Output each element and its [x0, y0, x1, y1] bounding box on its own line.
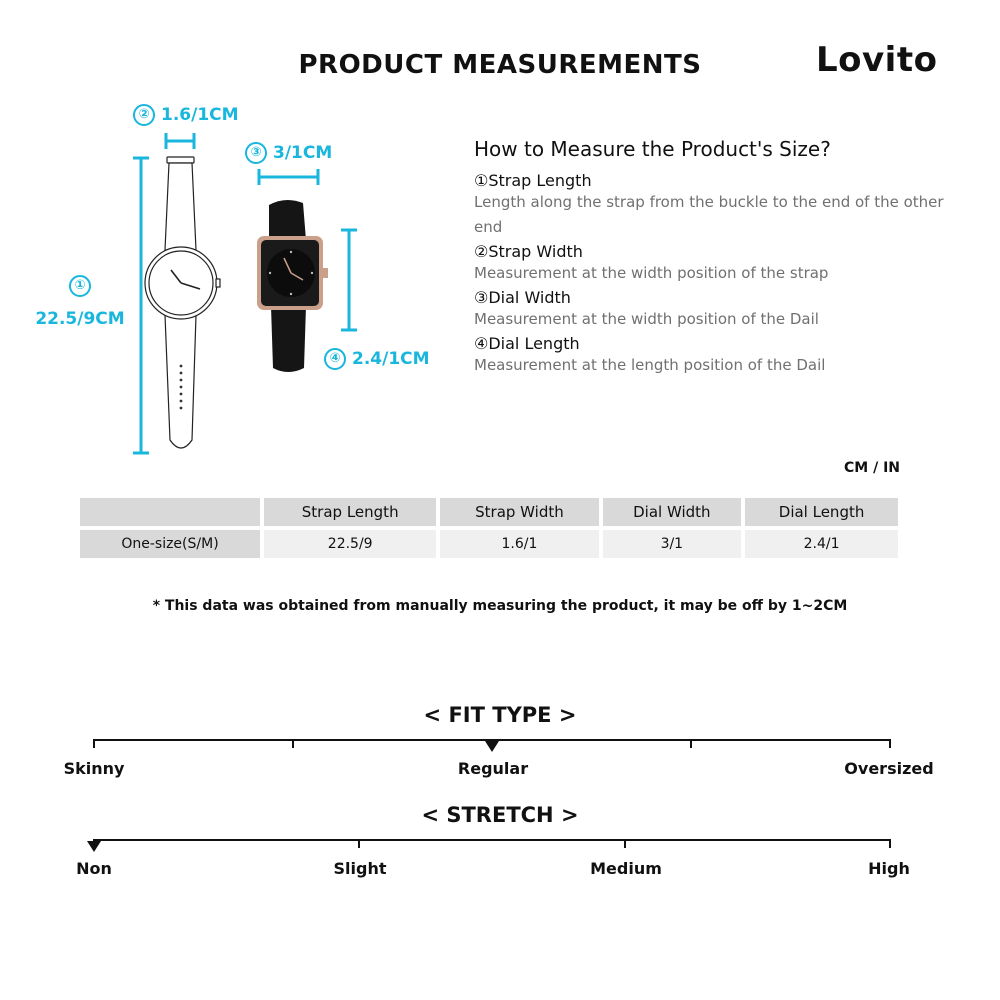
scale-tick [889, 839, 891, 848]
scale-tick [93, 739, 95, 748]
table-cell: 2.4/1 [745, 530, 898, 558]
watch-diagram [0, 0, 470, 470]
dial-length-label: ④ 2.4/1CM [324, 348, 430, 370]
strap-length-label: ① 22.5/9CM [30, 275, 130, 329]
stretch-title: < STRETCH > [421, 803, 579, 827]
black-watch-icon [257, 200, 328, 372]
unit-label: CM / IN [844, 460, 900, 476]
stretch-label-high: High [868, 859, 910, 878]
fit-label-regular: Regular [457, 759, 529, 778]
how-to-title: How to Measure the Product's Size? [474, 137, 831, 161]
strap-width-label: ② 1.6/1CM [133, 104, 239, 126]
table-cell: 1.6/1 [440, 530, 598, 558]
stretch-scale [93, 839, 891, 841]
howto-item: ②Strap Width Measurement at the width position of the strap [474, 242, 829, 282]
fit-pointer-icon [485, 741, 499, 752]
stretch-label-non: Non [76, 859, 112, 878]
fit-type-title: < FIT TYPE > [423, 703, 577, 727]
fit-label-skinny: Skinny [63, 759, 125, 778]
how-to-measure [474, 137, 954, 378]
table-row [80, 530, 898, 558]
table-cell: 3/1 [603, 530, 742, 558]
scale-tick [624, 839, 626, 848]
table-header-cell: Dial Width [603, 498, 742, 526]
dial-width-label: ③ 3/1CM [245, 142, 332, 164]
stretch-label-slight: Slight [333, 859, 387, 878]
size-table [76, 494, 902, 562]
outline-watch-icon [145, 157, 220, 448]
table-cell: 22.5/9 [264, 530, 436, 558]
brand-logo: Lovito [816, 40, 938, 80]
stretch-label-medium: Medium [590, 859, 662, 878]
howto-item: ①Strap Length Length along the strap from the buckle to the end of the other end [474, 171, 944, 236]
table-cell: One-size(S/M) [80, 530, 260, 558]
table-header-row [80, 498, 898, 526]
scale-tick [889, 739, 891, 748]
measurement-note: * This data was obtained from manually measuring the product, it may be off by 1~2CM [152, 598, 848, 614]
stretch-pointer-icon [87, 841, 101, 852]
table-header-cell: Strap Width [440, 498, 598, 526]
scale-tick [292, 739, 294, 748]
table-header-cell [80, 498, 260, 526]
scale-tick [358, 839, 360, 848]
table-header-cell: Dial Length [745, 498, 898, 526]
scale-tick [690, 739, 692, 748]
page-title: PRODUCT MEASUREMENTS [298, 50, 702, 80]
table-header-cell: Strap Length [264, 498, 436, 526]
fit-label-oversized: Oversized [844, 759, 934, 778]
howto-item: ④Dial Length Measurement at the length position of the Dail [474, 334, 826, 374]
howto-item: ③Dial Width Measurement at the width position of the Dail [474, 288, 819, 328]
